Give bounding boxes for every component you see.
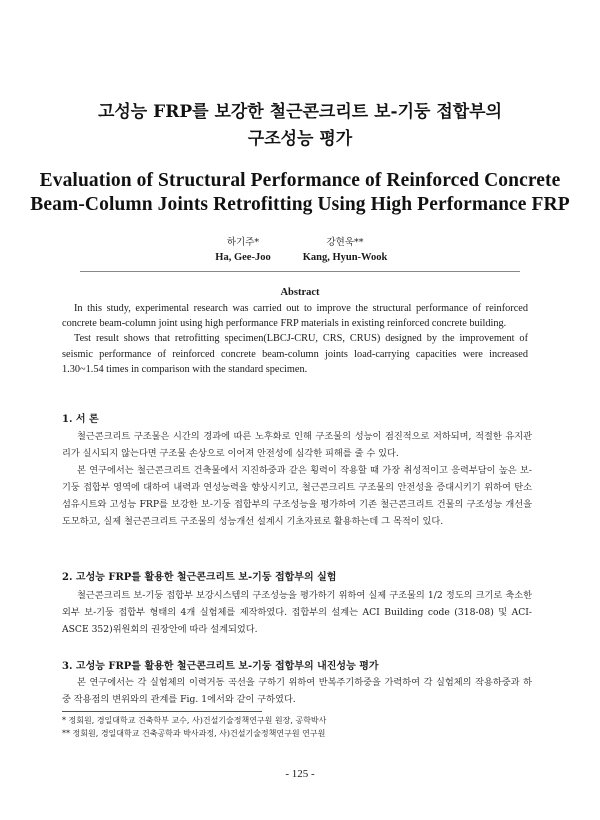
title-english-line-1: Evaluation of Structural Performance of Reinforced Concrete xyxy=(39,170,561,191)
abstract-paragraph: Test result shows that retrofitting specimen(LBCJ-CRU, CRS, CRUS) designed by the improvement of seismic performance of reinforced concrete beam-column joints load-carrying capacities were increased 1.30~1.54 times in comparison with the standard specimen. xyxy=(62,333,528,375)
author-2-korean-name: 강현욱** xyxy=(326,237,364,248)
author-2 xyxy=(285,236,405,266)
body-paragraph: 철근콘크리트 보-기둥 접합부 보강시스템의 구조성능을 평가하기 위하여 실제 구조물의 1/2 정도의 크기로 축소한 외부 보-기둥 접합부 형태의 4개 실험체를 제작하였다. 접합부의 설계는 ACI Building code (318-08) 및 ACI-ASCE 352)위원회의 권장안에 따라 설계되었다. xyxy=(62,590,532,635)
title-korean-line-1: 고성능 FRP를 보강한 철근콘크리트 보-기둥 접합부의 xyxy=(97,102,503,122)
author-1-korean-name: 하기주* xyxy=(226,237,260,248)
body-paragraph: 본 연구에서는 철근콘크리트 건축물에서 지진하중과 같은 횡력이 작용할 때 가장 취성적이고 응력부담이 높은 보-기둥 접합부 영역에 대하여 내력과 연성능력을 향상시키고, 철근콘크리트 구조물의 안전성을 증대시키기 위하여 탄소섬유시트와 고성능 FRP를 보강한 보-기둥 접합부의 구조성능을 평가하여 기존 철근콘크리트 건물의 구조성능 개선을 도모하고, 실제 철근콘크리트 구조물의 성능개선 설계시 기초자료로 활용하는데 그 목적이 있다. xyxy=(62,465,532,527)
title-english-line-2: Beam-Column Joints Retrofitting Using High Performance FRP xyxy=(30,194,570,215)
abstract-paragraph: In this study, experimental research was carried out to improve the structural performance of reinforced concrete beam-column joint using high performance FRP materials in existing reinforced concrete building. xyxy=(62,303,528,330)
title-korean-line-2: 구조성능 평가 xyxy=(247,129,353,149)
section-heading-experiment: 2. 고성능 FRP를 활용한 철근콘크리트 보-기둥 접합부의 실험 xyxy=(62,572,337,583)
section-body-seismic-evaluation xyxy=(62,674,532,708)
section-heading-introduction: 1. 서 론 xyxy=(62,414,99,425)
body-paragraph: 본 연구에서는 각 실험체의 이력거동 곡선을 구하기 위하여 반복주기하중을 가력하여 각 실험체의 작용하중과 하중 작용점의 변위와의 관계를 Fig. 1에서와 같이 구하였다. xyxy=(62,677,532,705)
page-number: - 125 - xyxy=(285,768,315,780)
section-body-introduction xyxy=(62,428,532,530)
footnotes xyxy=(62,714,532,740)
header-divider xyxy=(80,271,520,272)
footnote-author-1: * 정회원, 경일대학교 건축학부 교수, 사)건설기술정책연구원 원장, 공학박사 xyxy=(62,716,327,725)
section-heading-seismic-evaluation: 3. 고성능 FRP를 활용한 철근콘크리트 보-기둥 접합부의 내진성능 평가 xyxy=(62,661,379,672)
abstract-title: Abstract xyxy=(280,287,320,298)
author-1-english-name: Ha, Gee-Joo xyxy=(215,252,271,263)
section-body-experiment xyxy=(62,587,532,638)
abstract-body xyxy=(62,301,528,377)
footnote-author-2: ** 정회원, 경일대학교 건축공학과 박사과정, 사)건설기술정책연구원 연구원 xyxy=(62,729,326,738)
footnote-divider xyxy=(62,711,262,712)
body-paragraph: 철근콘크리트 구조물은 시간의 경과에 따른 노후화로 인해 구조물의 성능이 점진적으로 저하되며, 적절한 유지관리가 실시되지 않는다면 구조물 손상으로 이어져 안전성에 심각한 피해를 줄 수 있다. xyxy=(62,431,532,459)
author-2-english-name: Kang, Hyun-Wook xyxy=(302,252,388,263)
